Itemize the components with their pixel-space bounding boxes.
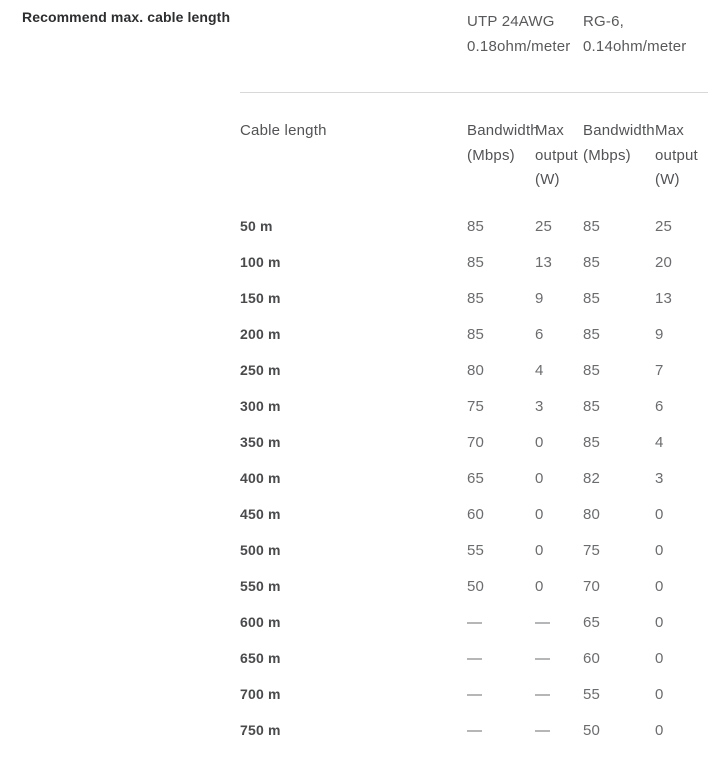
cable-length-cell: 450 m: [240, 506, 281, 522]
cable-length-cell: 150 m: [240, 290, 281, 306]
rg6-max-output-cell: 0: [655, 506, 664, 523]
rg6-max-output-cell: 0: [655, 686, 664, 703]
table-header-row: [240, 93, 708, 218]
rg6-bandwidth-cell: 85: [583, 362, 601, 379]
cable-length-cell: 300 m: [240, 398, 281, 414]
cable-length-cell: 550 m: [240, 578, 281, 594]
table-row: [240, 686, 708, 722]
utp-bandwidth-cell: 65: [467, 470, 485, 487]
rg6-bandwidth-cell: 65: [583, 614, 601, 631]
utp-bandwidth-cell: —: [467, 722, 483, 739]
cable-length-cell: 750 m: [240, 722, 281, 738]
rg6-max-output-cell: 3: [655, 470, 664, 487]
table-row: [240, 722, 708, 758]
cable-length-cell: 500 m: [240, 542, 281, 558]
cable-type-utp-header: UTP 24AWG 0.18ohm/meter: [467, 13, 571, 55]
rg6-max-output-cell: 4: [655, 434, 664, 451]
utp-max-output-cell: 0: [535, 506, 544, 523]
utp-max-output-cell: 6: [535, 326, 544, 343]
rg6-bandwidth-cell: 50: [583, 722, 601, 739]
rg6-bandwidth-cell: 85: [583, 398, 601, 415]
rg6-max-output-cell: 0: [655, 722, 664, 739]
utp-max-output-cell: 9: [535, 290, 544, 307]
utp-max-output-cell: —: [535, 614, 551, 631]
table-row: [240, 362, 708, 398]
rg6-max-output-cell: 0: [655, 578, 664, 595]
cable-length-cell: 50 m: [240, 218, 273, 234]
utp-bandwidth-cell: 85: [467, 326, 485, 343]
table-row: [240, 254, 708, 290]
cable-length-cell: 650 m: [240, 650, 281, 666]
cable-length-cell: 700 m: [240, 686, 281, 702]
utp-max-output-cell: 0: [535, 434, 544, 451]
header-rg6-max-output: Max output (W): [655, 122, 698, 188]
utp-max-output-cell: 3: [535, 398, 544, 415]
utp-max-output-cell: 0: [535, 542, 544, 559]
rg6-max-output-cell: 25: [655, 218, 673, 235]
rg6-bandwidth-cell: 80: [583, 506, 601, 523]
rg6-max-output-cell: 20: [655, 254, 673, 271]
table-row: [240, 542, 708, 578]
table-row: [240, 650, 708, 686]
utp-max-output-cell: 13: [535, 254, 553, 271]
rg6-bandwidth-cell: 85: [583, 218, 601, 235]
table-row: [240, 398, 708, 434]
rg6-bandwidth-cell: 85: [583, 326, 601, 343]
cable-length-cell: 350 m: [240, 434, 281, 450]
utp-max-output-cell: —: [535, 650, 551, 667]
rg6-bandwidth-cell: 85: [583, 254, 601, 271]
utp-max-output-cell: 0: [535, 578, 544, 595]
utp-bandwidth-cell: —: [467, 686, 483, 703]
rg6-max-output-cell: 0: [655, 650, 664, 667]
table-row: [240, 290, 708, 326]
cable-length-cell: 100 m: [240, 254, 281, 270]
table-row: [240, 578, 708, 614]
utp-bandwidth-cell: —: [467, 614, 483, 631]
utp-bandwidth-cell: 60: [467, 506, 485, 523]
utp-bandwidth-cell: 85: [467, 218, 485, 235]
cable-length-table: [240, 93, 708, 758]
table-row: [240, 470, 708, 506]
utp-bandwidth-cell: 85: [467, 254, 485, 271]
utp-bandwidth-cell: 85: [467, 290, 485, 307]
utp-max-output-cell: 25: [535, 218, 553, 235]
rg6-max-output-cell: 0: [655, 542, 664, 559]
header-utp-max-output: Max output (W): [535, 122, 578, 188]
cable-length-cell: 250 m: [240, 362, 281, 378]
header-utp-bandwidth: Bandwidth (Mbps): [467, 122, 539, 164]
rg6-max-output-cell: 6: [655, 398, 664, 415]
utp-bandwidth-cell: 75: [467, 398, 485, 415]
header-rg6-bandwidth: Bandwidth (Mbps): [583, 122, 655, 164]
rg6-max-output-cell: 0: [655, 614, 664, 631]
rg6-bandwidth-cell: 55: [583, 686, 601, 703]
utp-bandwidth-cell: 70: [467, 434, 485, 451]
cable-length-cell: 200 m: [240, 326, 281, 342]
table-row: [240, 434, 708, 470]
header-cable-length: Cable length: [240, 122, 327, 139]
utp-bandwidth-cell: 55: [467, 542, 485, 559]
rg6-max-output-cell: 13: [655, 290, 673, 307]
utp-max-output-cell: 0: [535, 470, 544, 487]
cable-length-cell: 600 m: [240, 614, 281, 630]
utp-bandwidth-cell: 50: [467, 578, 485, 595]
utp-max-output-cell: 4: [535, 362, 544, 379]
utp-bandwidth-cell: —: [467, 650, 483, 667]
rg6-bandwidth-cell: 85: [583, 434, 601, 451]
cable-type-rg6-header: RG-6, 0.14ohm/meter: [583, 13, 687, 55]
table-row: [240, 326, 708, 362]
rg6-bandwidth-cell: 82: [583, 470, 601, 487]
rg6-max-output-cell: 7: [655, 362, 664, 379]
utp-max-output-cell: —: [535, 686, 551, 703]
table-row: [240, 218, 708, 254]
table-row: [240, 614, 708, 650]
utp-bandwidth-cell: 80: [467, 362, 485, 379]
rg6-bandwidth-cell: 85: [583, 290, 601, 307]
rg6-max-output-cell: 9: [655, 326, 664, 343]
table-row: [240, 506, 708, 542]
utp-max-output-cell: —: [535, 722, 551, 739]
rg6-bandwidth-cell: 70: [583, 578, 601, 595]
spec-row-title: Recommend max. cable length: [22, 9, 231, 25]
rg6-bandwidth-cell: 75: [583, 542, 601, 559]
rg6-bandwidth-cell: 60: [583, 650, 601, 667]
cable-length-cell: 400 m: [240, 470, 281, 486]
